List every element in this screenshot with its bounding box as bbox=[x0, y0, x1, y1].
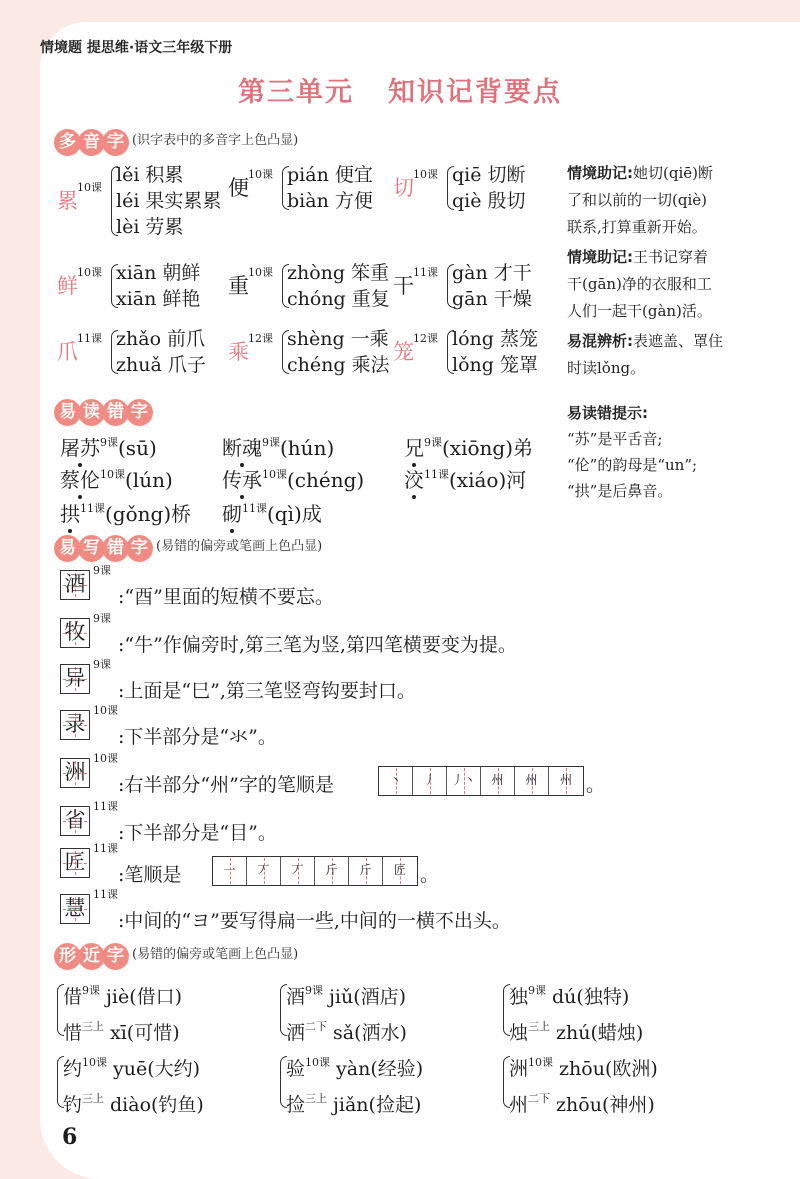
miswrite-text: :笔顺是 bbox=[118, 864, 182, 886]
polyphone-lesson: 11课 bbox=[413, 266, 438, 279]
similar-char: 验 bbox=[286, 1058, 306, 1080]
miswrite-char: 洲 bbox=[64, 760, 86, 784]
polyphone-reading: biàn 方便 bbox=[287, 190, 373, 212]
similar-lesson: 三上 bbox=[82, 1092, 105, 1105]
miswrite-char: 匠 bbox=[64, 850, 86, 874]
stroke-order-grid bbox=[212, 856, 418, 886]
misread-word: 蔡伦 bbox=[60, 468, 100, 492]
similar-text: jiè(借口) bbox=[106, 986, 183, 1008]
misread-lesson: 9课 bbox=[262, 436, 280, 449]
polyphone-reading: xiān 朝鲜 bbox=[116, 262, 201, 284]
similar-item bbox=[63, 978, 182, 1010]
side-note-qingjing-2: 情境助记:王书记穿着 干(gān)净的衣服和工 人们一起干(gàn)活。 bbox=[567, 248, 712, 320]
similar-item bbox=[286, 1086, 421, 1118]
misread-lesson: 10课 bbox=[262, 468, 287, 481]
miswrite-char-box bbox=[60, 710, 90, 740]
similar-lesson: 10课 bbox=[82, 1056, 108, 1069]
polyphone-reading: zhuǎ 爪子 bbox=[116, 354, 206, 376]
similar-lesson: 三上 bbox=[528, 1020, 551, 1033]
similar-char: 约 bbox=[63, 1058, 83, 1080]
misread-item bbox=[222, 496, 322, 527]
similar-lesson: 9课 bbox=[305, 984, 324, 997]
misread-word: 屠苏 bbox=[60, 436, 100, 460]
similar-item bbox=[509, 1050, 658, 1082]
page-header: 情境题 提思维·语文三年级下册 bbox=[40, 40, 233, 56]
side-note-yiducuo: 易读错提示: “苏”是平舌音; “伦”的韵母是“un”; “拱”是后鼻音。 bbox=[567, 404, 698, 500]
stroke-cell bbox=[447, 767, 481, 795]
similar-text: sǎ(洒水) bbox=[333, 1022, 407, 1044]
miswrite-char-box bbox=[60, 806, 90, 836]
polyphone-lesson: 12课 bbox=[248, 332, 273, 345]
similar-char: 酒 bbox=[286, 986, 306, 1008]
misread-item bbox=[404, 430, 533, 461]
stroke-glyph: 丶 bbox=[389, 773, 402, 787]
miswrite-char: 牧 bbox=[64, 620, 86, 644]
stroke-glyph: 斤 bbox=[325, 863, 338, 877]
polyphone-lesson: 11课 bbox=[77, 332, 102, 345]
similar-item bbox=[286, 1014, 407, 1046]
similar-item bbox=[286, 978, 406, 1010]
misread-item bbox=[222, 430, 334, 461]
similar-item bbox=[509, 978, 629, 1010]
misread-pinyin: (xiáo) bbox=[449, 468, 507, 492]
miswrite-lesson: 11课 bbox=[93, 800, 118, 813]
misread-suffix: 弟 bbox=[513, 436, 534, 460]
stroke-glyph: 州 bbox=[559, 773, 572, 787]
similar-item bbox=[286, 1050, 423, 1082]
similar-lesson: 三上 bbox=[305, 1092, 328, 1105]
page-title bbox=[0, 70, 800, 109]
misread-word: 拱 bbox=[60, 502, 80, 526]
miswrite-char: 慧 bbox=[64, 896, 86, 920]
similar-item bbox=[63, 1050, 200, 1082]
polyphone-reading: léi 果实累累 bbox=[116, 190, 222, 212]
section-yiducuozi-header: 易 读 错 字 bbox=[54, 398, 150, 426]
miswrite-lesson: 9课 bbox=[93, 612, 111, 625]
miswrite-char-box bbox=[60, 570, 90, 600]
polyphone-char: 便 bbox=[228, 176, 249, 200]
similar-char: 州 bbox=[509, 1094, 529, 1116]
polyphone-reading: shèng 一乘 bbox=[287, 328, 389, 350]
misread-suffix: 成 bbox=[301, 502, 322, 526]
similar-text: zhōu(欧洲) bbox=[559, 1058, 658, 1080]
similar-lesson: 10课 bbox=[305, 1056, 331, 1069]
polyphone-lesson: 10课 bbox=[248, 168, 273, 181]
similar-text: xī(可惜) bbox=[110, 1022, 180, 1044]
miswrite-text: :上面是“巳”,第三笔竖弯钩要封口。 bbox=[118, 680, 416, 702]
polyphone-lesson: 10课 bbox=[248, 266, 273, 279]
misread-item bbox=[60, 430, 157, 461]
polyphone-reading: gàn 才干 bbox=[452, 262, 532, 284]
misread-lesson: 9课 bbox=[100, 436, 118, 449]
misread-lesson: 11课 bbox=[242, 502, 267, 515]
misread-item bbox=[60, 496, 191, 527]
similar-text: jiǔ(酒店) bbox=[329, 986, 407, 1008]
polyphone-reading: lǒng 笼罩 bbox=[452, 354, 538, 376]
polyphone-reading: zhòng 笨重 bbox=[287, 262, 390, 284]
polyphone-char: 笼 bbox=[393, 340, 414, 364]
miswrite-text: :右半部分“州”字的笔顺是 bbox=[118, 774, 334, 796]
miswrite-char-box bbox=[60, 894, 90, 924]
polyphone-lesson: 10课 bbox=[77, 181, 102, 194]
miswrite-lesson: 9课 bbox=[93, 658, 111, 671]
misread-word: 兄 bbox=[404, 436, 424, 460]
polyphone-char: 干 bbox=[393, 274, 414, 298]
miswrite-lesson: 11课 bbox=[93, 842, 118, 855]
similar-char: 钓 bbox=[63, 1094, 83, 1116]
miswrite-lesson: 10课 bbox=[93, 752, 118, 765]
polyphone-reading: lěi 积累 bbox=[116, 164, 184, 186]
stroke-cell bbox=[349, 857, 383, 885]
similar-text: zhú(蜡烛) bbox=[556, 1022, 644, 1044]
miswrite-text: :中间的“ヨ”要写得扁一些,中间的一横不出头。 bbox=[118, 910, 511, 932]
side-note-yihun: 易混辨析:表遮盖、罩住 时读lǒng。 bbox=[567, 332, 724, 377]
misread-item bbox=[60, 462, 173, 493]
misread-pinyin: (qì) bbox=[267, 502, 302, 526]
stroke-cell bbox=[413, 767, 447, 795]
section-yixiecuozi-header: 易 写 错 字 (易错的偏旁或笔画上色凸显) bbox=[54, 534, 322, 562]
similar-char: 惜 bbox=[63, 1022, 83, 1044]
stroke-order-grid bbox=[378, 766, 584, 796]
misread-item bbox=[404, 462, 526, 493]
miswrite-char-box bbox=[60, 664, 90, 694]
misread-item bbox=[222, 462, 364, 493]
title-unit: 第三单元 bbox=[238, 77, 354, 108]
polyphone-char: 累 bbox=[57, 189, 78, 213]
similar-char: 借 bbox=[63, 986, 83, 1008]
polyphone-lesson: 10课 bbox=[77, 266, 102, 279]
similar-text: yuē(大约) bbox=[113, 1058, 201, 1080]
section-duoyinzi-header: 多 音 字 (识字表中的多音字上色凸显) bbox=[54, 128, 298, 156]
similar-lesson: 三上 bbox=[82, 1020, 105, 1033]
misread-suffix: 桥 bbox=[171, 502, 192, 526]
miswrite-text: :下半部分是“目”。 bbox=[118, 822, 277, 844]
miswrite-lesson: 10课 bbox=[93, 704, 118, 717]
similar-char: 洲 bbox=[509, 1058, 529, 1080]
miswrite-text: :“牛”作偏旁时,第三笔为竖,第四笔横要变为提。 bbox=[118, 634, 517, 656]
polyphone-reading: qiē 切断 bbox=[452, 164, 526, 186]
similar-lesson: 10课 bbox=[528, 1056, 554, 1069]
polyphone-reading: xiān 鲜艳 bbox=[116, 288, 201, 310]
polyphone-reading: qiè 殷切 bbox=[452, 190, 526, 212]
side-note-qingjing-1: 情境助记:她切(qiē)断 了和以前的一切(qiè) 联系,打算重新开始。 bbox=[567, 164, 713, 236]
similar-lesson: 9课 bbox=[82, 984, 101, 997]
page-number: 6 bbox=[62, 1124, 78, 1150]
misread-pinyin: (chéng) bbox=[287, 468, 365, 492]
similar-lesson: 二下 bbox=[528, 1092, 551, 1105]
stroke-glyph: 州 bbox=[525, 773, 538, 787]
stroke-cell bbox=[515, 767, 549, 795]
stroke-cell bbox=[213, 857, 247, 885]
misread-lesson: 11课 bbox=[80, 502, 105, 515]
stroke-glyph: 一 bbox=[223, 863, 236, 877]
polyphone-reading: pián 便宜 bbox=[287, 164, 373, 186]
stroke-cell bbox=[549, 767, 583, 795]
miswrite-char-box bbox=[60, 618, 90, 648]
similar-lesson: 9课 bbox=[528, 984, 547, 997]
stroke-glyph: 丿丶 bbox=[451, 773, 476, 787]
miswrite-text: :“酉”里面的短横不要忘。 bbox=[118, 586, 334, 608]
polyphone-reading: lóng 蒸笼 bbox=[452, 328, 538, 350]
stroke-cell bbox=[379, 767, 413, 795]
similar-char: 独 bbox=[509, 986, 529, 1008]
similar-char: 洒 bbox=[286, 1022, 306, 1044]
polyphone-char: 鲜 bbox=[57, 274, 78, 298]
similar-text: yàn(经验) bbox=[336, 1058, 424, 1080]
misread-word: 传承 bbox=[222, 468, 262, 492]
misread-word: 砌 bbox=[222, 502, 242, 526]
similar-char: 捡 bbox=[286, 1094, 306, 1116]
miswrite-char-box bbox=[60, 758, 90, 788]
misread-lesson: 11课 bbox=[424, 468, 449, 481]
polyphone-lesson: 10课 bbox=[413, 168, 438, 181]
miswrite-text: :下半部分是“氺”。 bbox=[118, 726, 277, 748]
miswrite-lesson: 9课 bbox=[93, 564, 111, 577]
similar-item bbox=[63, 1014, 180, 1046]
similar-text: jiǎn(捡起) bbox=[333, 1094, 422, 1116]
similar-text: dú(独特) bbox=[552, 986, 630, 1008]
similar-char: 烛 bbox=[509, 1022, 529, 1044]
polyphone-char: 乘 bbox=[228, 340, 249, 364]
polyphone-char: 爪 bbox=[57, 340, 78, 364]
miswrite-char: 录 bbox=[64, 712, 86, 736]
misread-lesson: 10课 bbox=[100, 468, 125, 481]
stroke-glyph: 丆 bbox=[291, 863, 304, 877]
miswrite-lesson: 11课 bbox=[93, 888, 118, 901]
stroke-cell bbox=[281, 857, 315, 885]
misread-pinyin: (hún) bbox=[280, 436, 335, 460]
stroke-glyph: 丿 bbox=[423, 773, 436, 787]
similar-item bbox=[509, 1086, 655, 1118]
miswrite-char-box bbox=[60, 848, 90, 878]
similar-lesson: 二下 bbox=[305, 1020, 328, 1033]
polyphone-reading: zhǎo 前爪 bbox=[116, 328, 206, 350]
similar-item bbox=[63, 1086, 204, 1118]
polyphone-reading: chóng 重复 bbox=[287, 288, 390, 310]
polyphone-char: 重 bbox=[228, 274, 249, 298]
similar-text: zhōu(神州) bbox=[556, 1094, 655, 1116]
stroke-glyph: 斤 bbox=[359, 863, 372, 877]
misread-pinyin: (sū) bbox=[118, 436, 157, 460]
similar-item bbox=[509, 1014, 643, 1046]
polyphone-reading: chéng 乘法 bbox=[287, 354, 390, 376]
polyphone-lesson: 12课 bbox=[413, 332, 438, 345]
miswrite-char: 异 bbox=[64, 666, 86, 690]
misread-lesson: 9课 bbox=[424, 436, 442, 449]
misread-word: 断魂 bbox=[222, 436, 262, 460]
polyphone-char: 切 bbox=[393, 176, 414, 200]
similar-text: diào(钓鱼) bbox=[110, 1094, 204, 1116]
stroke-cell bbox=[247, 857, 281, 885]
misread-suffix: 河 bbox=[506, 468, 527, 492]
stroke-cell bbox=[315, 857, 349, 885]
section-xingjinzi-header: 形 近 字 (易错的偏旁或笔画上色凸显) bbox=[54, 942, 298, 970]
miswrite-char: 酒 bbox=[64, 572, 86, 596]
misread-pinyin: (gǒng) bbox=[105, 502, 172, 526]
stroke-glyph: 州 bbox=[491, 773, 504, 787]
stroke-glyph: 丆 bbox=[257, 863, 270, 877]
polyphone-reading: lèi 劳累 bbox=[116, 216, 184, 238]
misread-pinyin: (lún) bbox=[125, 468, 173, 492]
misread-word: 洨 bbox=[404, 468, 424, 492]
title-main: 知识记背要点 bbox=[388, 77, 562, 108]
miswrite-char: 省 bbox=[64, 808, 86, 832]
stroke-cell bbox=[383, 857, 417, 885]
stroke-cell bbox=[481, 767, 515, 795]
stroke-end: 。 bbox=[586, 774, 606, 796]
stroke-glyph: 匠 bbox=[393, 863, 406, 877]
polyphone-reading: gān 干燥 bbox=[452, 288, 532, 310]
stroke-end: 。 bbox=[420, 864, 440, 886]
misread-pinyin: (xiōng) bbox=[442, 436, 514, 460]
